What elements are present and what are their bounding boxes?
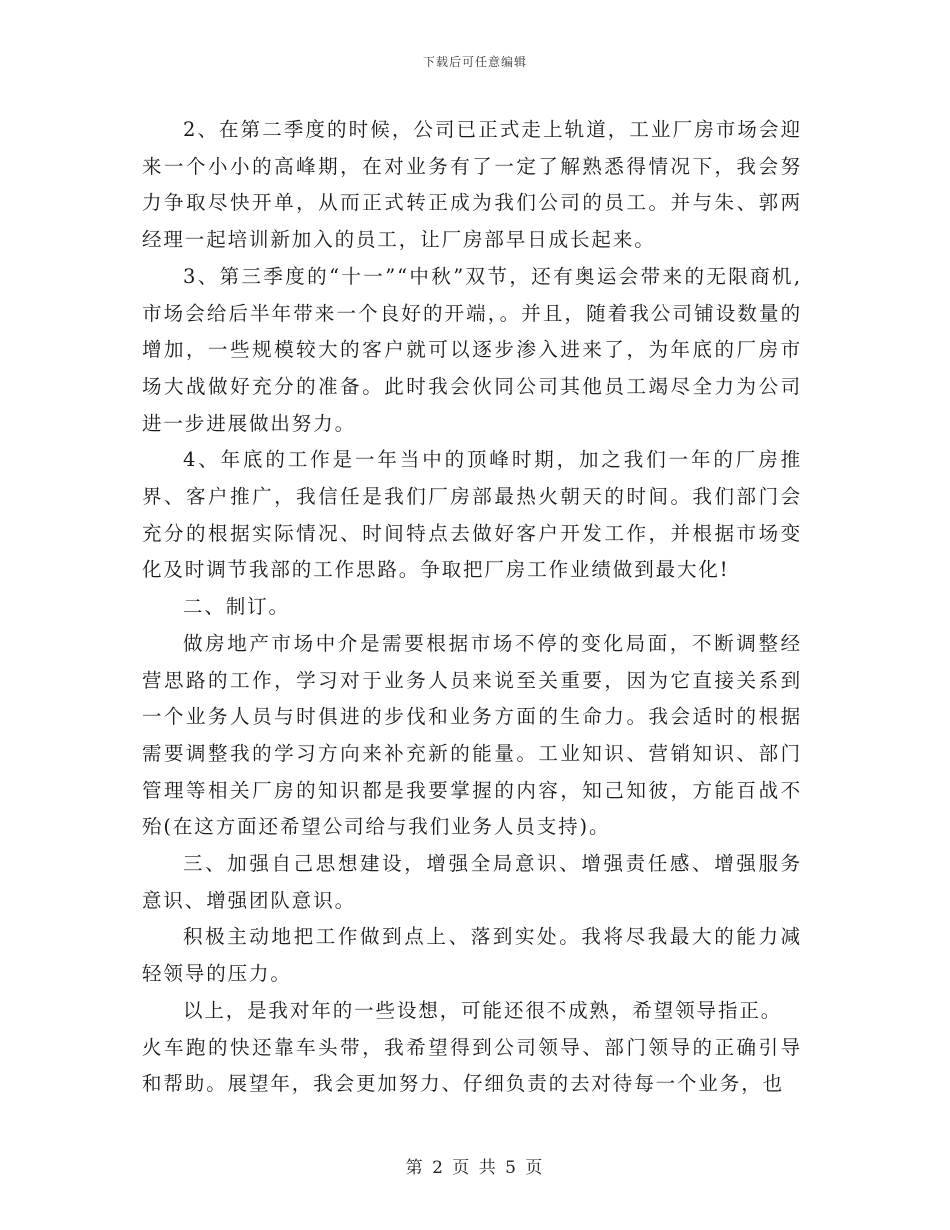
paragraph-q4-plan: 4、年底的工作是一年当中的顶峰时期，加之我们一年的厂房推界、客户推广，我信任是我们厂房部最热火朝天的时间。我们部门会充分的根据实际情况、时间特点去做好客户开发工作，并根据市场变化及时调节我部的工作思路。争取把厂房工作业绩做到最大化! (142, 448, 802, 582)
paragraph-conclusion: 以上，是我对年的一些设想，可能还很不成熟，希望领导指正。 (182, 998, 783, 1022)
paragraph-outlook: 火车跑的快还靠车头带，我希望得到公司领导、部门领导的正确引导和帮助。展望年，我会更加努力、仔细负责的去对待每一个业务，也 (142, 1035, 802, 1096)
section-heading-3: 三、加强自己思想建设，增强全局意识、增强责任感、增强服务意识、增强团队意识。 (142, 852, 802, 912)
paragraph-q3-plan: 3、第三季度的“十一”“中秋”双节，还有奥运会带来的无限商机,市场会给后半年带来一个良好的开端，。并且，随着我公司铺设数量的增加，一些规模较大的客户就可以逐步渗入进来了，为年底的厂房市场大战做好充分的准备。此时我会伙同公司其他员工竭尽全力为公司进一步进展做出努力。 (142, 264, 802, 435)
paragraph-q2-plan: 2、在第二季度的时候，公司已正式走上轨道，工业厂房市场会迎来一个小小的高峰期，在对业务有了一定了解熟悉得情况下，我会努力争取尽快开单，从而正式转正成为我们公司的员工。并与朱、郭两经理一起培训新加入的员工，让厂房部早日成长起来。 (142, 118, 802, 252)
section-heading-2: 二、制订。 (182, 595, 290, 619)
header-note: 下载后可任意编辑 (422, 55, 527, 69)
page-indicator: 第 2 页 共 5 页 (405, 1158, 545, 1178)
paragraph-learning: 做房地产市场中介是需要根据市场不停的变化局面，不断调整经营思路的工作，学习对于业务人员来说至关重要，因为它直接关系到一个业务人员与时俱进的步伐和业务方面的生命力。我会适时的根据需要调整我的学习方向来补充新的能量。工业知识、营销知识、部门管理等相关厂房的知识都是我要掌握的内容，知己知彼，方能百战不殆(在这方面还希望公司给与我们业务人员支持)。 (142, 631, 802, 839)
paragraph-initiative: 积极主动地把工作做到点上、落到实处。我将尽我最大的能力减轻领导的压力。 (142, 925, 802, 986)
document-body (142, 112, 802, 1103)
